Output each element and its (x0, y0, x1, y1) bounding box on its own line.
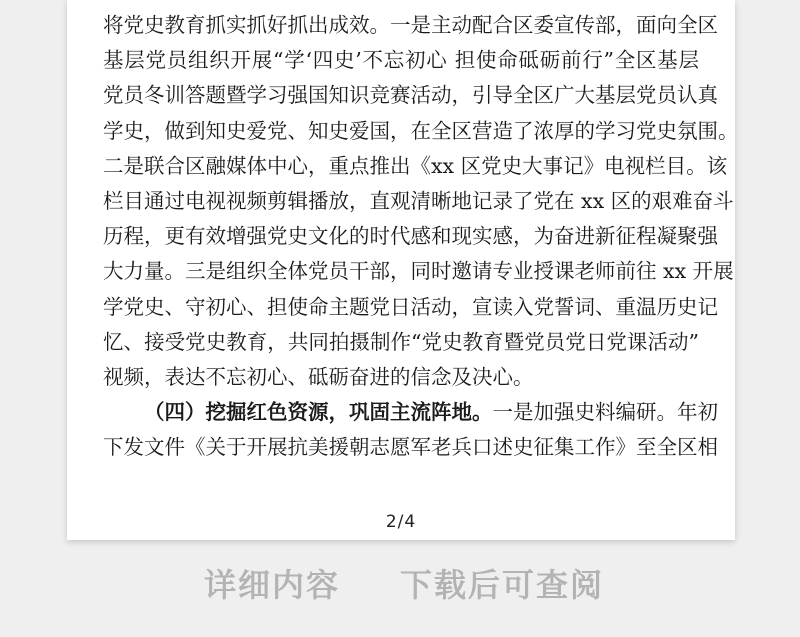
document-body (103, 8, 739, 465)
text-line: 历程，更有效增强党史文化的时代感和现实感，为奋进新征程凝聚强 (103, 224, 718, 249)
text-line: 栏目通过电视视频剪辑播放，直观清晰地记录了党在 xx 区的艰难奋斗 (103, 188, 734, 213)
section-heading-line (103, 395, 718, 430)
text-line: 党员冬训答题暨学习强国知识竞赛活动，引导全区广大基层党员认真 (103, 83, 718, 108)
document-page (67, 0, 739, 540)
text-line: 学党史、守初心、担使命主题党日活动，宣读入党誓词、重温历史记 (103, 294, 718, 319)
text-line: 基层党员组织开展“学‘四史’不忘初心 担使命砥砺前行”全区基层 (103, 48, 699, 73)
download-to-view-label: 下载后可查阅 (400, 566, 605, 604)
download-prompt (0, 560, 800, 610)
text-line: 视频，表达不忘初心、砥砺奋进的信念及决心。 (103, 364, 534, 389)
details-label: 详细内容 (204, 566, 341, 604)
text-line: 大力量。三是组织全体党员干部，同时邀请专业授课老师前往 xx 开展 (103, 259, 734, 284)
text-line: 二是联合区融媒体中心，重点推出《xx 区党史大事记》电视栏目。该 (103, 153, 728, 178)
text-line: 下发文件《关于开展抗美援朝志愿军老兵口述史征集工作》至全区相 (103, 435, 718, 460)
text-line: 忆、接受党史教育，共同拍摄制作“党史教育暨党员党日党课活动” (103, 329, 699, 354)
text-line: 将党史教育抓实抓好抓出成效。一是主动配合区委宣传部，面向全区 (103, 13, 718, 37)
section-heading-continuation: 一是加强史料编研。年初 (492, 400, 718, 425)
section-heading: （四）挖掘红色资源，巩固主流阵地。 (144, 400, 493, 425)
text-line: 学史，做到知史爱党、知史爱国，在全区营造了浓厚的学习党史氛围。 (103, 118, 739, 143)
page-number: 2/4 (385, 512, 417, 532)
